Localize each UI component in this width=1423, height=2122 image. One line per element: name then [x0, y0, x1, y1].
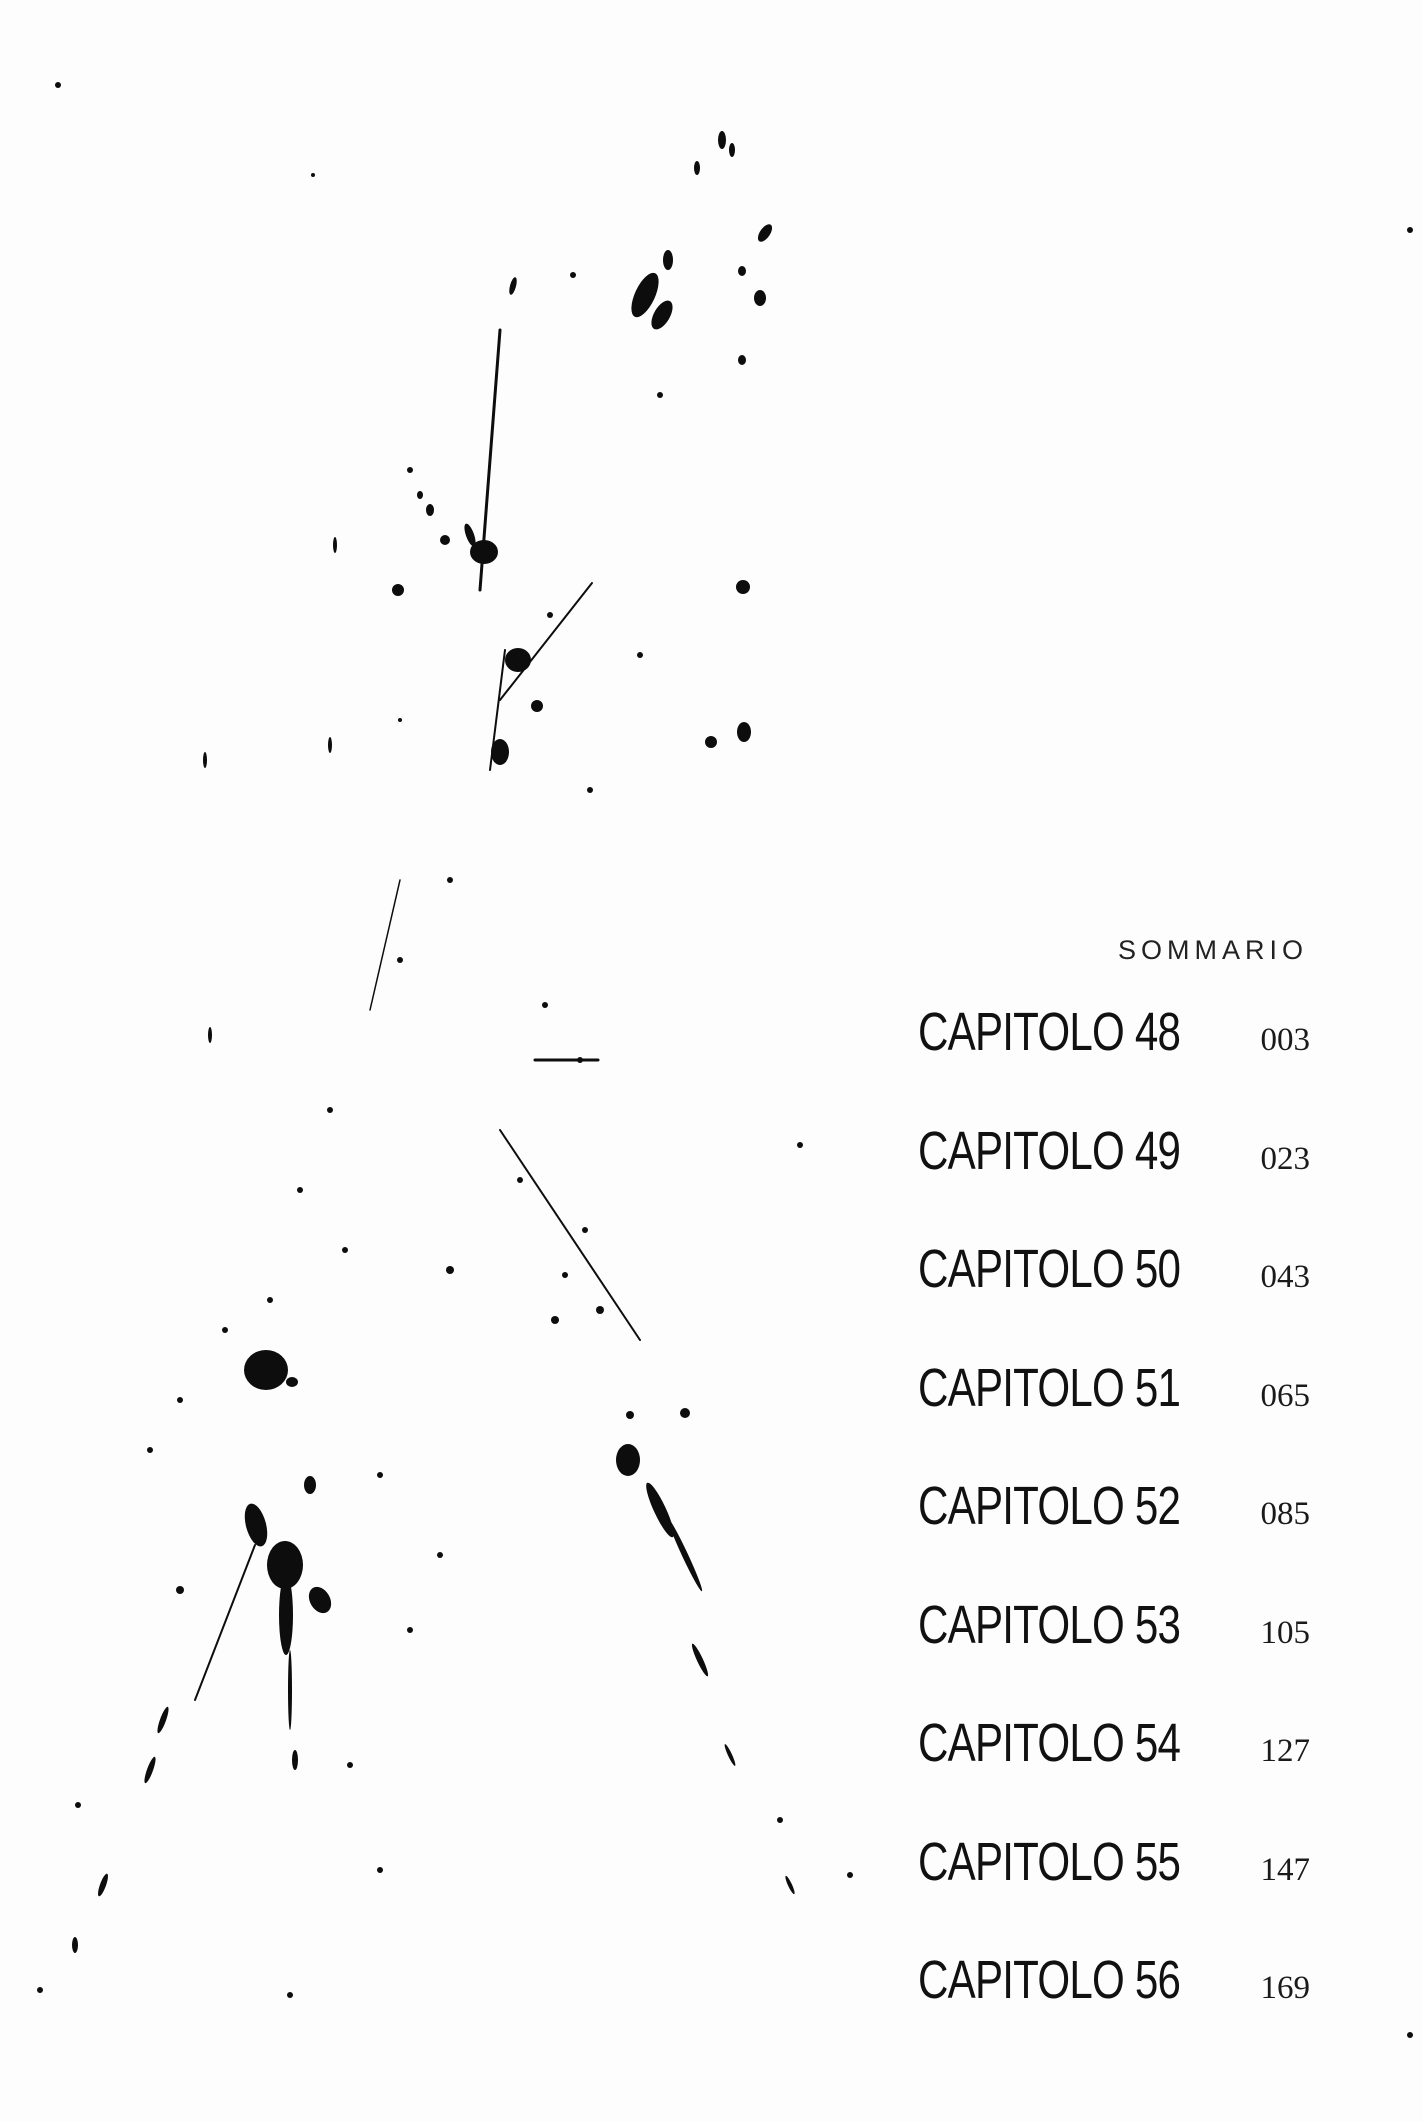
toc-entry: [918, 1353, 1318, 1472]
toc-entry: [918, 997, 1318, 1116]
chapter-page-number: 043: [1260, 1259, 1310, 1295]
chapter-title: CAPITOLO 49: [918, 1120, 1181, 1181]
chapter-title: CAPITOLO 56: [918, 1950, 1181, 2010]
chapter-title: CAPITOLO 53: [918, 1594, 1181, 1655]
chapter-page-number: 105: [1260, 1614, 1310, 1651]
table-of-contents: [918, 925, 1318, 2064]
chapter-page-number: 127: [1260, 1733, 1310, 1769]
toc-list: [918, 997, 1318, 2064]
chapter-title: CAPITOLO 48: [918, 1002, 1181, 1062]
toc-entry: [918, 1708, 1318, 1827]
chapter-page-number: 169: [1260, 1970, 1310, 2006]
chapter-title: CAPITOLO 52: [918, 1476, 1181, 1536]
chapter-title: CAPITOLO 54: [918, 1713, 1181, 1773]
toc-entry: [918, 1827, 1318, 1946]
chapter-page-number: 003: [1260, 1022, 1310, 1058]
chapter-page-number: 147: [1260, 1851, 1310, 1888]
toc-entry: [918, 1116, 1318, 1235]
chapter-page-number: 023: [1260, 1140, 1310, 1177]
toc-entry: [918, 1945, 1318, 2064]
toc-entry: [918, 1590, 1318, 1709]
toc-entry: [918, 1234, 1318, 1353]
toc-entry: [918, 1471, 1318, 1590]
toc-heading: SOMMARIO: [1117, 935, 1308, 965]
chapter-title: CAPITOLO 55: [918, 1831, 1181, 1892]
chapter-page-number: 065: [1260, 1377, 1310, 1414]
chapter-title: CAPITOLO 51: [918, 1357, 1181, 1418]
chapter-title: CAPITOLO 50: [918, 1239, 1181, 1299]
chapter-page-number: 085: [1260, 1496, 1310, 1532]
